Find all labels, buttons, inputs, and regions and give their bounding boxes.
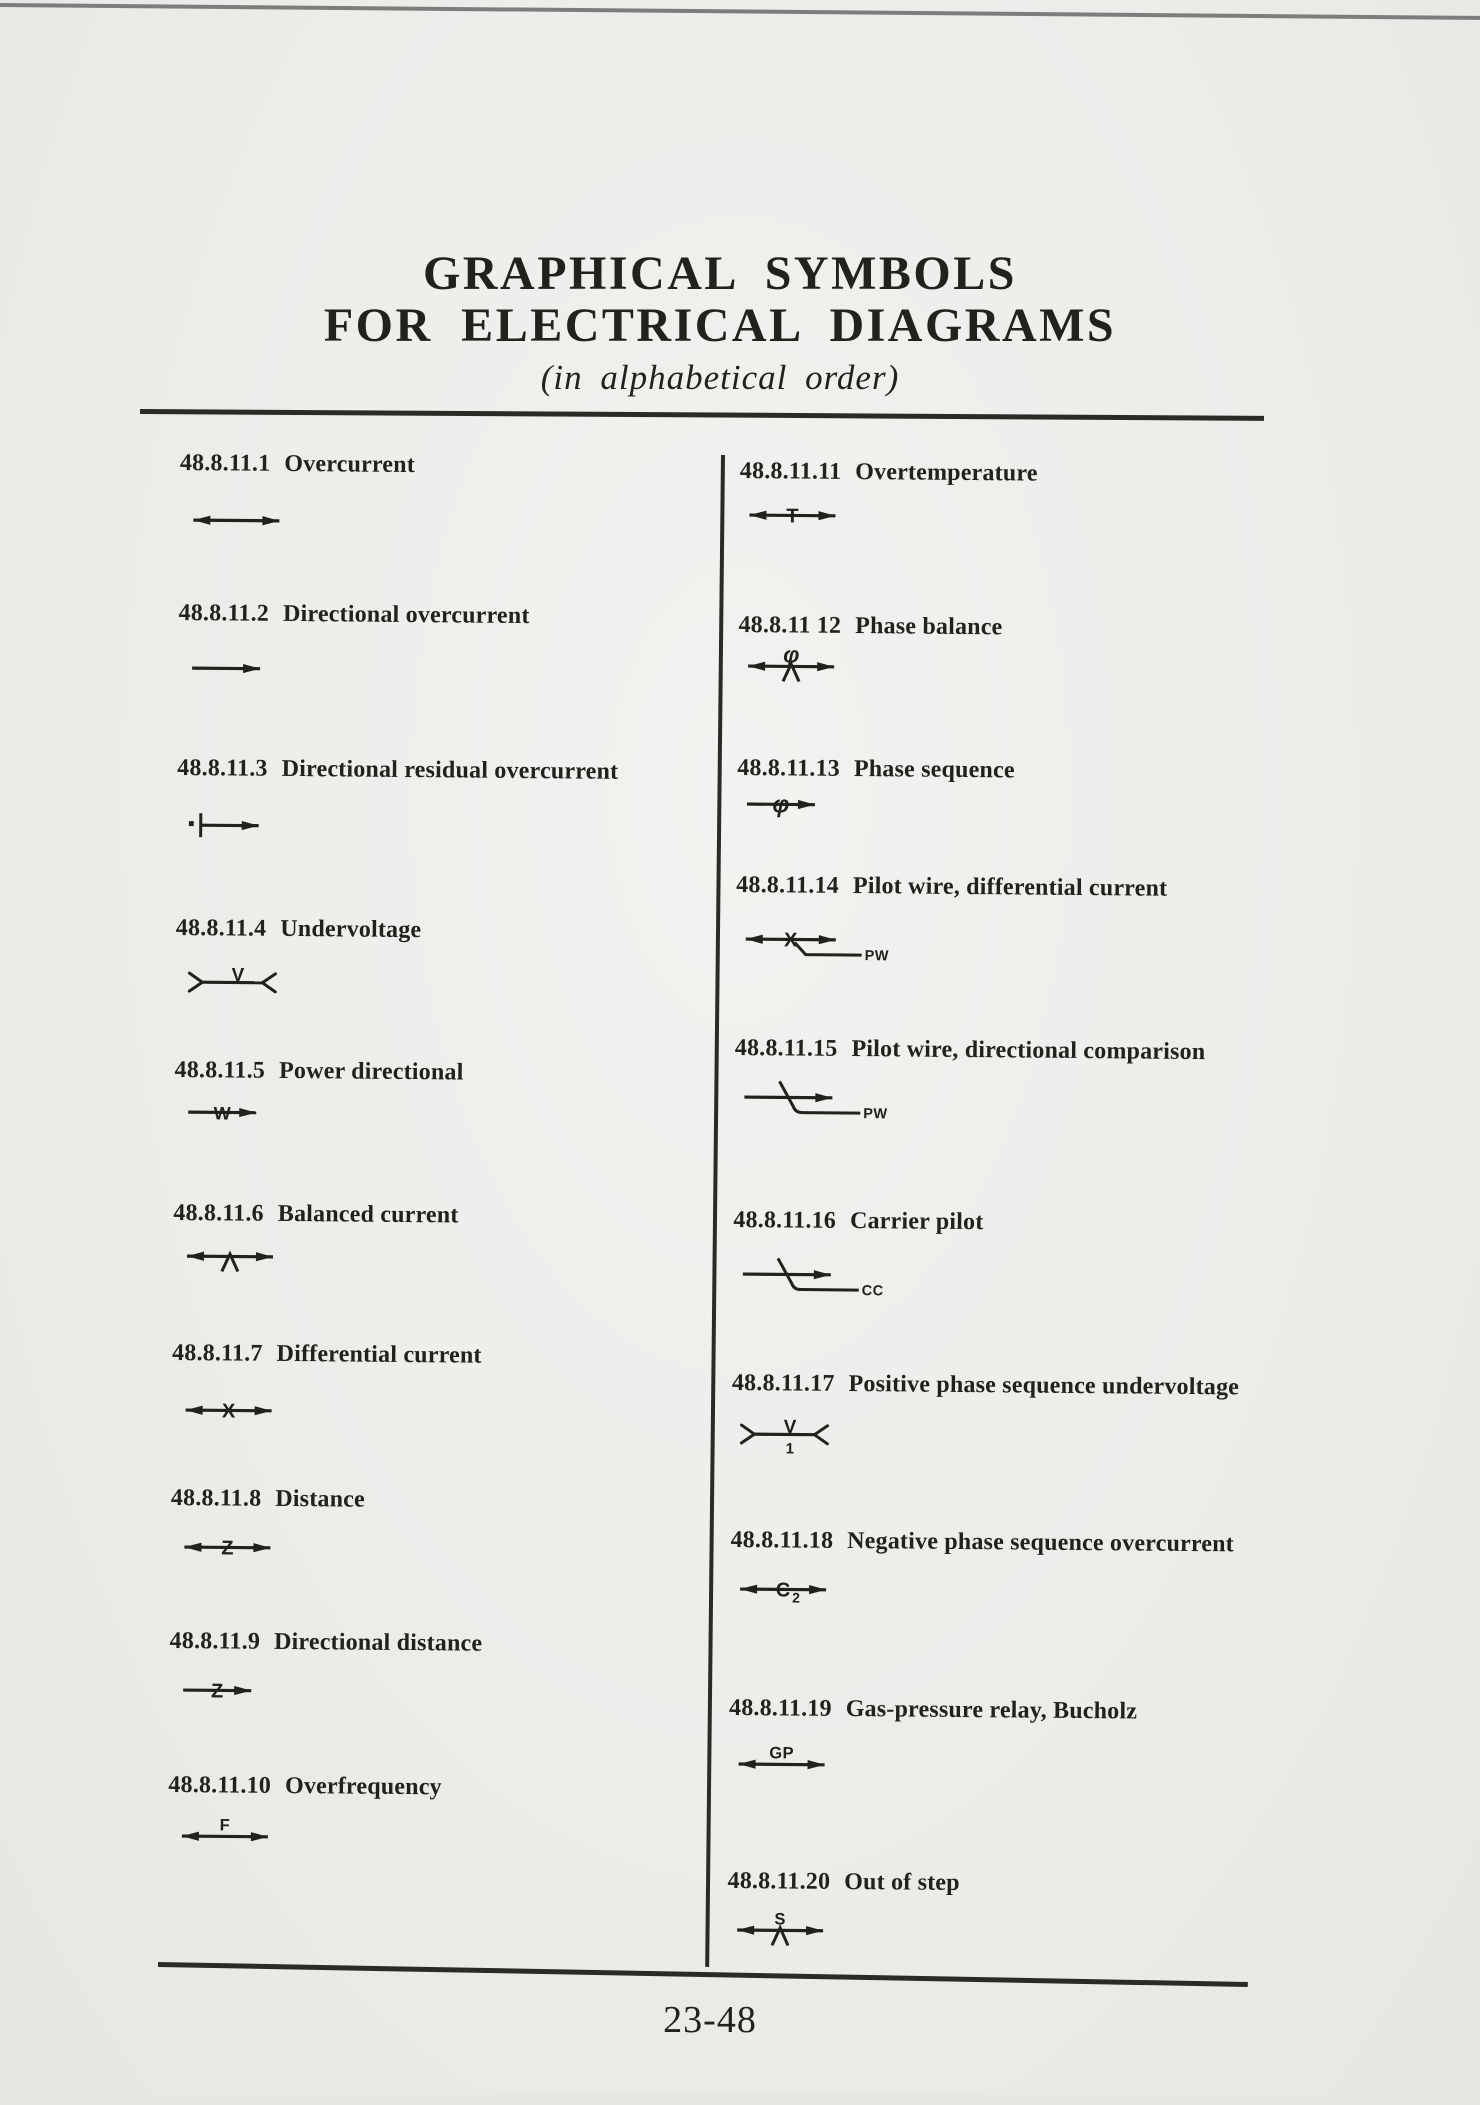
relay-symbol-graphic bbox=[738, 1561, 908, 1618]
relay-symbol-graphic bbox=[747, 487, 917, 544]
svg-text:φ: φ bbox=[783, 641, 799, 667]
entry-number: 48.8.11.16 bbox=[733, 1207, 836, 1234]
svg-text:PW: PW bbox=[863, 1106, 887, 1122]
entry-name: Differential current bbox=[276, 1341, 481, 1369]
entry-name: Directional overcurrent bbox=[283, 601, 530, 629]
symbol-entry-label bbox=[736, 872, 1167, 903]
entry-name: Phase balance bbox=[855, 613, 1003, 640]
svg-text:1: 1 bbox=[786, 1440, 794, 1457]
entry-number: 48.8.11.17 bbox=[732, 1370, 835, 1397]
symbol-entry-label bbox=[733, 1207, 983, 1236]
relay-symbol-graphic bbox=[744, 911, 914, 968]
svg-text:Z: Z bbox=[221, 1537, 233, 1559]
entry-number: 48.8.11.6 bbox=[173, 1200, 264, 1227]
entry-name: Pilot wire, directional comparison bbox=[851, 1036, 1205, 1065]
entry-name: Pilot wire, differential current bbox=[853, 873, 1168, 902]
entry-name: Directional distance bbox=[274, 1629, 482, 1657]
entry-name: Balanced current bbox=[278, 1201, 459, 1229]
entry-number: 48.8.11.2 bbox=[178, 600, 269, 627]
entry-name: Overfrequency bbox=[285, 1773, 442, 1800]
relay-symbol-graphic bbox=[745, 776, 915, 833]
entry-name: Gas-pressure relay, Bucholz bbox=[846, 1696, 1138, 1725]
entry-number: 48.8.11.10 bbox=[168, 1772, 271, 1799]
entry-number: 48.8.11 12 bbox=[738, 612, 841, 639]
entry-number: 48.8.11.13 bbox=[737, 755, 840, 782]
symbol-entry-label bbox=[735, 1035, 1206, 1066]
svg-text:W: W bbox=[214, 1103, 231, 1123]
relay-symbol-graphic bbox=[739, 1406, 909, 1463]
svg-text:V: V bbox=[784, 1417, 797, 1438]
svg-text:2: 2 bbox=[792, 1589, 800, 1605]
relay-symbol-graphic bbox=[746, 638, 916, 695]
svg-text:Z: Z bbox=[211, 1680, 223, 1702]
entry-number: 48.8.11.14 bbox=[736, 872, 839, 899]
entry-number: 48.8.11.19 bbox=[729, 1695, 832, 1722]
entry-number: 48.8.11.1 bbox=[180, 450, 271, 477]
entry-name: Overcurrent bbox=[284, 451, 415, 478]
entry-number: 48.8.11.3 bbox=[177, 755, 268, 782]
svg-text:V: V bbox=[231, 965, 244, 986]
symbol-entry-label bbox=[729, 1695, 1137, 1726]
entry-number: 48.8.11.4 bbox=[176, 915, 267, 942]
entry-number: 48.8.11.11 bbox=[740, 458, 842, 485]
symbol-entry-label bbox=[732, 1370, 1239, 1401]
entry-number: 48.8.11.5 bbox=[174, 1057, 265, 1084]
symbol-entry-label bbox=[727, 1868, 959, 1897]
entry-name: Out of step bbox=[844, 1869, 960, 1896]
page-subtitle: (in alphabetical order) bbox=[240, 358, 1200, 398]
svg-text:X: X bbox=[784, 929, 798, 951]
entry-name: Directional residual overcurrent bbox=[282, 756, 619, 785]
entry-name: Undervoltage bbox=[280, 916, 421, 943]
page-number: 23-48 bbox=[630, 1998, 790, 2042]
svg-text:CC: CC bbox=[862, 1283, 884, 1299]
svg-text:F: F bbox=[220, 1816, 231, 1834]
symbol-entry-label bbox=[740, 458, 1038, 488]
entry-name: Negative phase sequence overcurrent bbox=[847, 1528, 1234, 1557]
entry-name: Power directional bbox=[279, 1058, 464, 1086]
entry-number: 48.8.11.8 bbox=[171, 1485, 262, 1512]
symbol-entry-label bbox=[730, 1527, 1234, 1558]
relay-symbol-graphic bbox=[741, 1246, 911, 1303]
entry-name: Positive phase sequence undervoltage bbox=[848, 1371, 1239, 1400]
svg-text:GP: GP bbox=[769, 1744, 794, 1762]
entry-number: 48.8.11.20 bbox=[727, 1868, 830, 1895]
entry-number: 48.8.11.7 bbox=[172, 1340, 263, 1367]
relay-symbol-graphic bbox=[735, 1902, 905, 1959]
page-title-line-2: FOR ELECTRICAL DIAGRAMS bbox=[240, 300, 1200, 352]
svg-text:S: S bbox=[774, 1910, 786, 1928]
svg-text:PW: PW bbox=[865, 948, 889, 964]
entry-number: 48.8.11.15 bbox=[735, 1035, 838, 1062]
entry-number: 48.8.11.9 bbox=[169, 1628, 260, 1655]
svg-text:T: T bbox=[786, 505, 798, 527]
svg-text:C: C bbox=[776, 1579, 791, 1601]
entry-name: Phase sequence bbox=[854, 756, 1015, 783]
symbol-entry-label bbox=[738, 612, 1002, 641]
svg-text:φ: φ bbox=[772, 791, 789, 818]
entry-number: 48.8.11.18 bbox=[730, 1527, 833, 1554]
relay-symbol-graphic bbox=[742, 1069, 912, 1126]
entry-name: Carrier pilot bbox=[850, 1208, 984, 1235]
svg-text:X: X bbox=[222, 1400, 236, 1422]
entry-name: Overtemperature bbox=[855, 459, 1038, 487]
entry-name: Distance bbox=[275, 1486, 365, 1513]
relay-symbol-graphic bbox=[736, 1736, 906, 1793]
page-title-line-1: GRAPHICAL SYMBOLS bbox=[240, 248, 1200, 300]
